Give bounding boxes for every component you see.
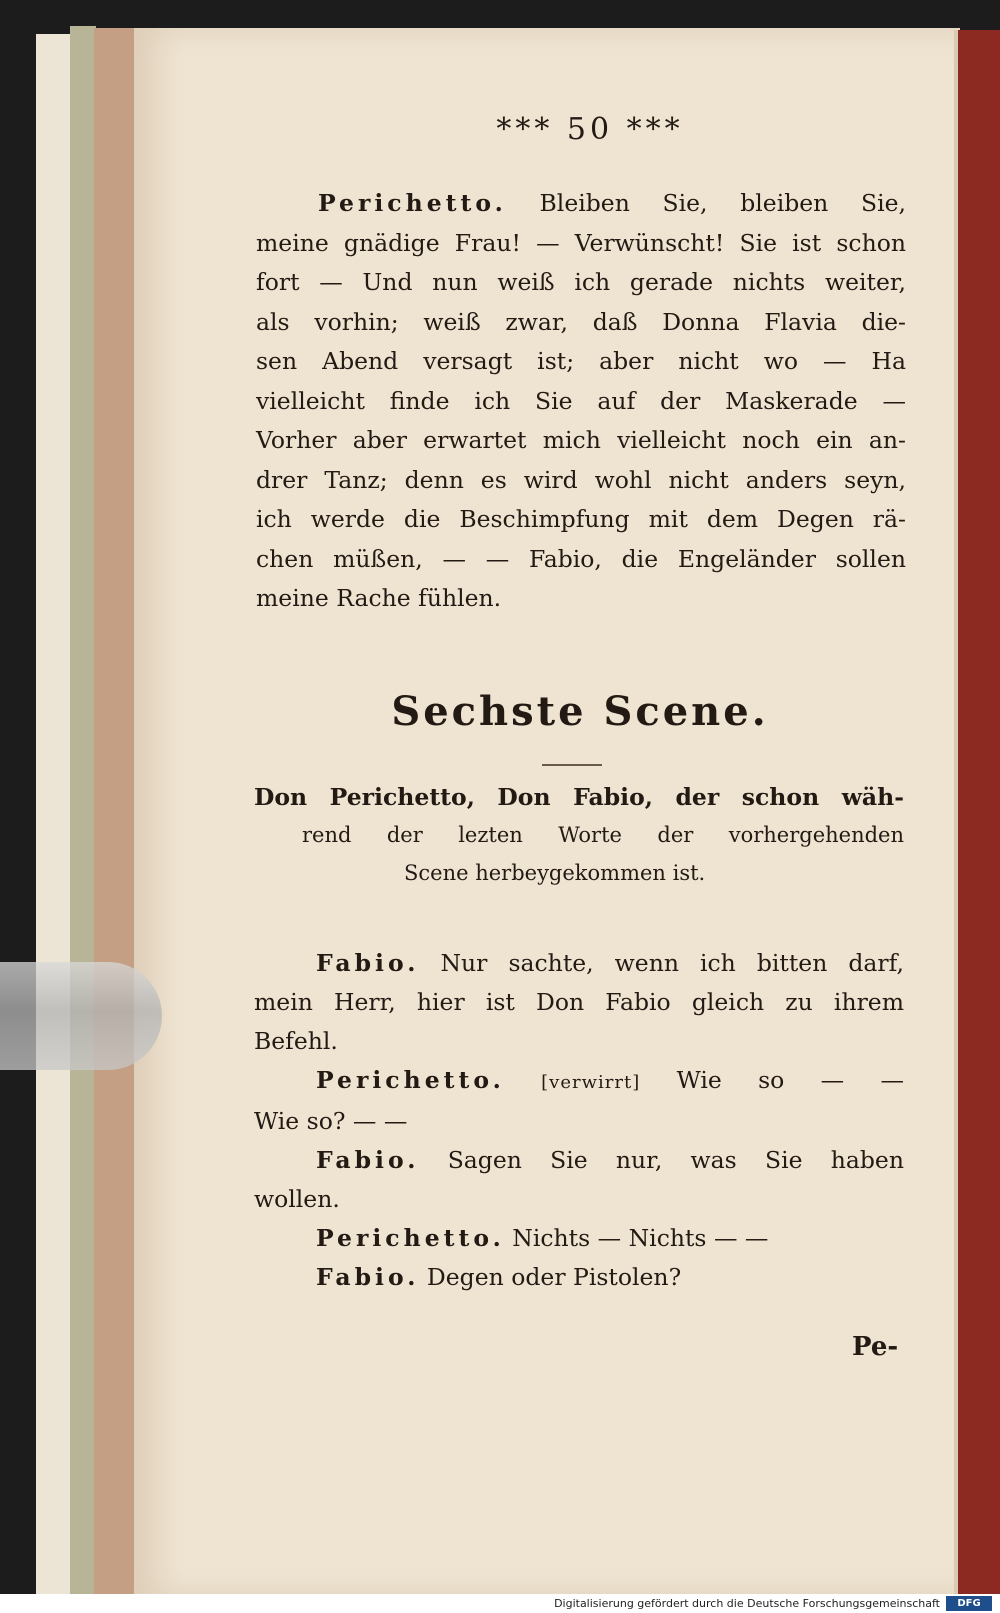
dialogue-line [254,1102,904,1141]
text-line [256,184,906,224]
footer-credit: Digitalisierung gefördert durch die Deutsche Forschungsgemeinschaft [554,1597,940,1610]
text-line [256,342,906,382]
line-text: Bleiben Sie, bleiben Sie, [539,189,906,217]
scene-divider [542,764,602,766]
text-line [256,461,906,501]
book-spine [958,30,1000,1594]
line-text: Nur sachte, wenn ich bitten darf, [440,949,904,977]
line-text: sen Abend versagt ist; aber nicht wo — Ha [256,347,906,375]
dialogue-line [254,1180,904,1219]
monologue-paragraph [256,184,906,619]
text-line [256,382,906,422]
speaker-name: Fabio. [316,949,420,977]
text-line [256,263,906,303]
speaker-name: Perichetto. [316,1224,505,1252]
persons-line: Don Perichetto, Don Fabio, der schon wäh- [254,783,904,811]
persons-list [254,778,904,892]
line-text: drer Tanz; denn es wird wohl nicht anders seyn, [256,465,906,494]
page-stack-edge [94,28,138,1594]
book-cover-edge [70,26,96,1594]
line-text: mein Herr, hier ist Don Fabio gleich zu ihrem [254,988,904,1016]
page-holder-clip [0,962,162,1070]
line-text: Befehl. [254,1027,338,1055]
text-line [256,540,906,580]
line-text: als vorhin; weiß zwar, daß Donna Flavia die- [256,307,906,336]
line-text: chen müßen, — — Fabio, die Engeländer sollen [256,544,906,573]
line-text: meine gnädige Frau! — Verwünscht! Sie ist schon [256,228,906,257]
dialogue-line [254,944,904,983]
line-text: meine Rache fühlen. [256,584,502,612]
dialogue-line [254,983,904,1022]
text-line [256,224,906,264]
line-text: Degen oder Pistolen? [426,1263,682,1291]
dialogue-line [254,1258,904,1297]
stage-direction: [verwirrt] [541,1072,641,1093]
page-header: *** 50 *** [496,112,684,147]
speaker-name: Fabio. [316,1146,420,1174]
book-left-edge [36,34,72,1594]
persons-line: Scene herbeygekommen ist. [404,861,706,885]
line-text: Wie so? — — [254,1107,408,1135]
text-line [256,421,906,461]
dialogue-line [254,1022,904,1061]
line-text: ich werde die Beschimpfung mit dem Degen rä- [256,505,906,533]
dialogue-block [254,944,904,1297]
dialogue-line [254,1061,904,1102]
catchword: Pe- [852,1332,899,1362]
speaker-name: Perichetto. [316,1066,505,1094]
footer-bar [0,1594,1000,1613]
dialogue-line [254,1219,904,1258]
text-line [256,579,906,619]
text-line [256,500,906,540]
line-text: vielleicht finde ich Sie auf der Maskerade — [256,386,906,415]
line-text: Wie so — — [676,1066,904,1094]
dfg-logo: DFG [946,1596,992,1611]
dialogue-line [254,1141,904,1180]
scene-title: Sechste Scene. [391,688,769,735]
speaker-name: Fabio. [316,1263,420,1291]
text-line [256,303,906,343]
speaker-name: Perichetto. [318,189,507,217]
line-text: Sagen Sie nur, was Sie haben [447,1146,904,1174]
line-text: Vorher aber erwartet mich vielleicht noch ein an- [256,426,906,454]
line-text: wollen. [254,1185,340,1213]
line-text: fort — Und nun weiß ich gerade nichts weiter, [256,268,906,296]
line-text: Nichts — Nichts — — [512,1224,769,1252]
persons-line: rend der lezten Worte der vorhergehenden [302,823,904,847]
